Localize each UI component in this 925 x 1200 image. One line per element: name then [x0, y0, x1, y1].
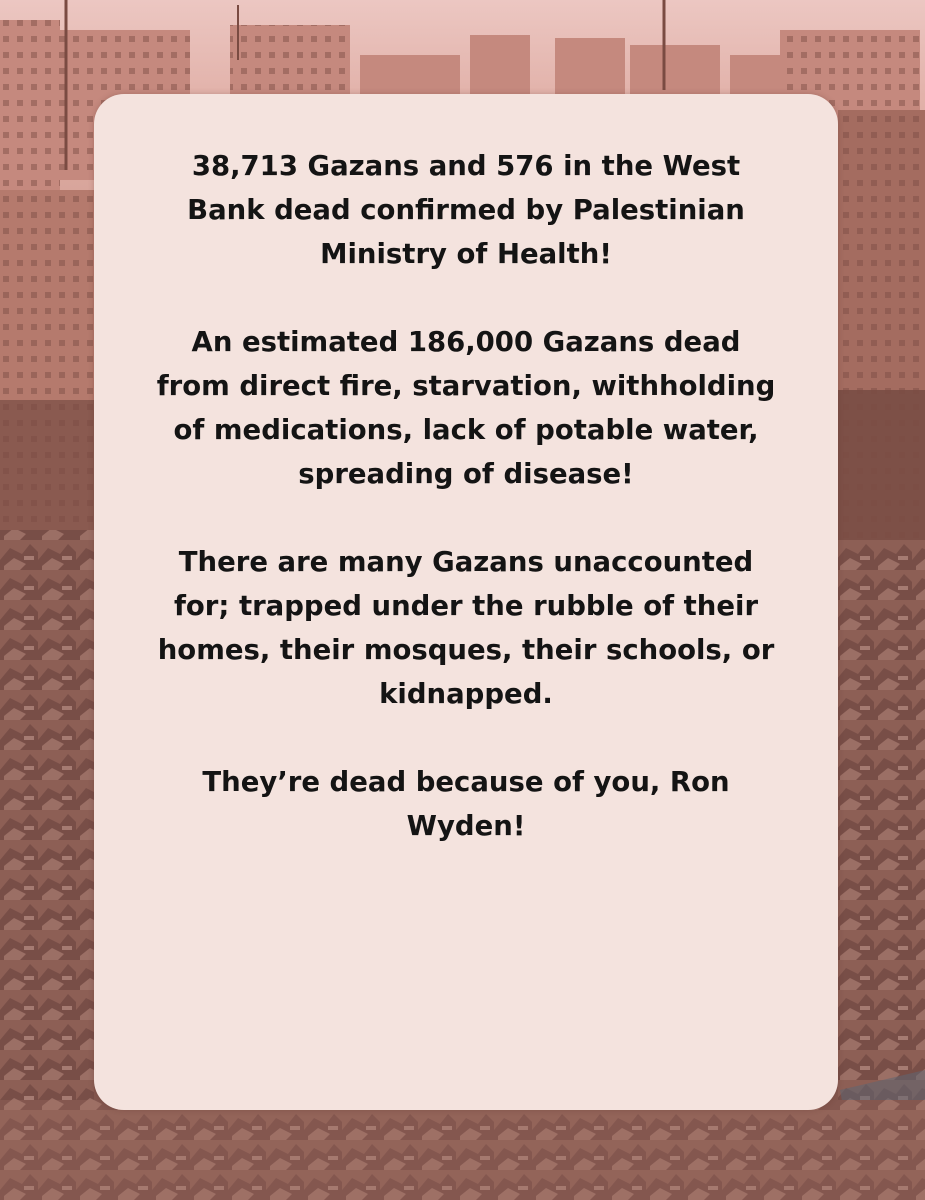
paragraph-death-toll: 38,713 Gazans and 576 in the West Bank dead confirmed by Palestinian Ministry of Health!: [187, 150, 745, 270]
paragraph-estimate: An estimated 186,000 Gazans dead from direct fire, starvation, withholding of medications, lack of potable water, spreading of disease!: [156, 326, 776, 490]
paragraph-unaccounted: There are many Gazans unaccounted for; trapped under the rubble of their homes, their mosques, their schools, or kidnapped.: [157, 546, 775, 710]
paragraph-accusation: They’re dead because of you, Ron Wyden!: [202, 766, 730, 842]
message-text: [154, 144, 778, 848]
message-card: [94, 94, 838, 1110]
